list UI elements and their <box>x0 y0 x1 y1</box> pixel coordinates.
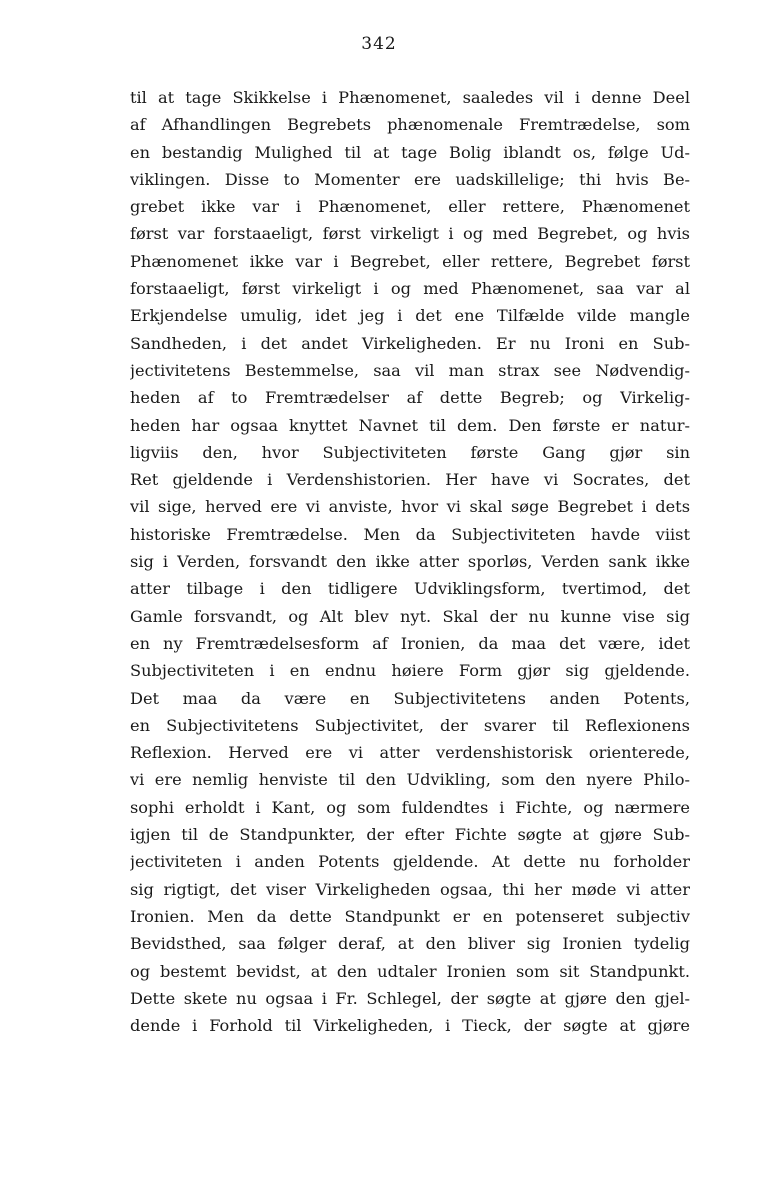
text-line: til at tage Skikkelse i Phænomenet, saaledes vil i denne Deel <box>130 88 690 107</box>
text-line: af Afhandlingen Begrebets phænomenale Fremtrædelse, som <box>130 115 690 135</box>
text-line: først var forstaaeligt, først virkeligt i og med Begrebet, og hvis <box>130 224 690 244</box>
text-line: vil sige, herved ere vi anviste, hvor vi skal søge Begrebet i dets <box>130 497 690 517</box>
text-line: Gamle forsvandt, og Alt blev nyt. Skal der nu kunne vise sig <box>130 606 690 626</box>
text-line: sophi erholdt i Kant, og som fuldendtes i Fichte, og nærmere <box>130 797 690 817</box>
text-line: historiske Fremtrædelse. Men da Subjectiviteten havde viist <box>130 524 690 544</box>
text-line: sig rigtigt, det viser Virkeligheden ogsaa, thi her møde vi atter <box>130 879 690 899</box>
text-line: grebet ikke var i Phænomenet, eller rettere, Phænomenet <box>130 197 690 217</box>
text-line: Bevidsthed, saa følger deraf, at den bliver sig Ironien tydelig <box>130 934 690 954</box>
text-line: Det maa da være en Subjectivitetens anden Potents, <box>130 688 690 708</box>
text-line: forstaaeligt, først virkeligt i og med Phænomenet, saa var al <box>130 279 690 299</box>
text-line: Reflexion. Herved ere vi atter verdenshistorisk orienterede, <box>130 743 690 763</box>
text-line: viklingen. Disse to Momenter ere uadskillelige; thi hvis Be- <box>130 169 690 189</box>
text-line: Ret gjeldende i Verdenshistorien. Her have vi Socrates, det <box>130 470 690 490</box>
text-line: heden har ogsaa knyttet Navnet til dem. Den første er natur- <box>130 415 690 435</box>
text-line: Sandheden, i det andet Virkeligheden. Er nu Ironi en Sub- <box>130 333 690 353</box>
page-number: 342 <box>361 34 397 54</box>
text-line: Phænomenet ikke var i Begrebet, eller rettere, Begrebet først <box>130 251 690 271</box>
text-line: Dette skete nu ogsaa i Fr. Schlegel, der søgte at gjøre den gjel- <box>130 988 690 1008</box>
text-line: vi ere nemlig henviste til den Udvikling, som den nyere Philo- <box>130 770 690 790</box>
text-line: heden af to Fremtrædelser af dette Begreb; og Virkelig- <box>130 388 690 408</box>
text-line: sig i Verden, forsvandt den ikke atter sporløs, Verden sank ikke <box>130 552 690 572</box>
text-line: ligviis den, hvor Subjectiviteten første Gang gjør sin <box>130 442 690 462</box>
text-line: igjen til de Standpunkter, der efter Fichte søgte at gjøre Sub- <box>130 825 690 845</box>
text-line: en ny Fremtrædelsesform af Ironien, da maa det være, idet <box>130 633 690 653</box>
body-text <box>130 84 690 1039</box>
text-line: og bestemt bevidst, at den udtaler Ironien som sit Standpunkt. <box>130 961 690 981</box>
text-line: en Subjectivitetens Subjectivitet, der svarer til Reflexionens <box>130 715 690 735</box>
text-line: Erkjendelse umulig, idet jeg i det ene Tilfælde vilde mangle <box>130 306 690 326</box>
text-line: dende i Forhold til Virkeligheden, i Tieck, der søgte at gjøre <box>130 1016 690 1036</box>
text-line: en bestandig Mulighed til at tage Bolig iblandt os, følge Ud- <box>130 142 690 162</box>
text-line: Subjectiviteten i en endnu høiere Form gjør sig gjeldende. <box>130 661 690 681</box>
text-line: Ironien. Men da dette Standpunkt er en potenseret subjectiv <box>130 906 690 926</box>
text-line: jectivitetens Bestemmelse, saa vil man strax see Nødvendig- <box>130 360 690 380</box>
text-line: atter tilbage i den tidligere Udviklingsform, tvertimod, det <box>130 579 690 599</box>
text-line: jectiviteten i anden Potents gjeldende. At dette nu forholder <box>130 852 690 872</box>
